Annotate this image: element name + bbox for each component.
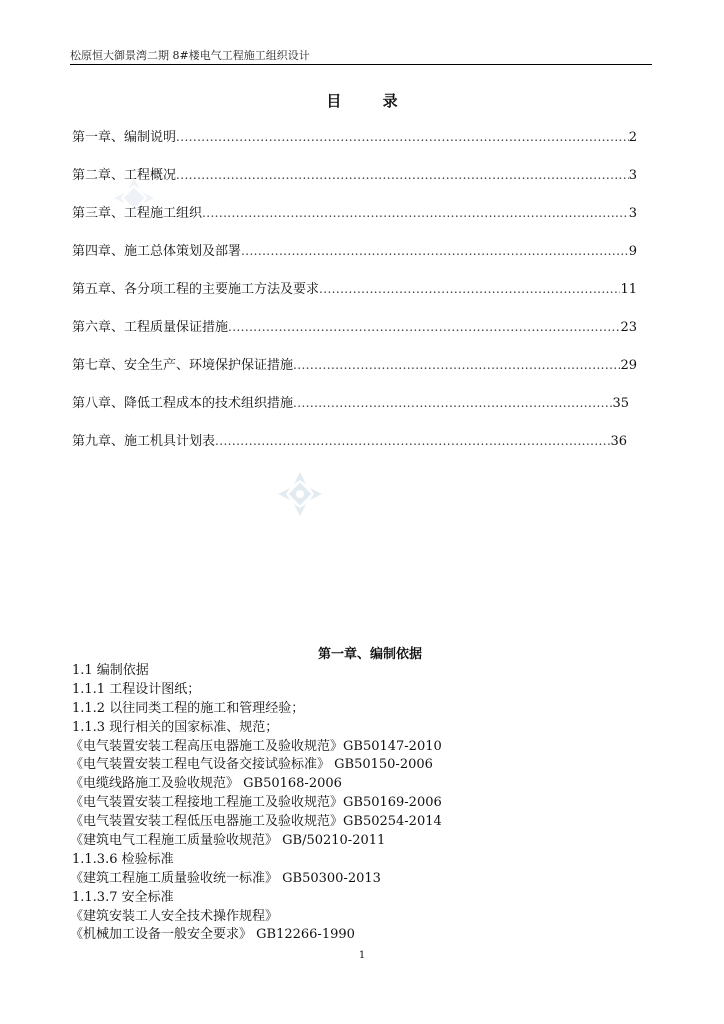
toc-entry-label: 第五章、各分项工程的主要施工方法及要求 [72, 282, 320, 297]
toc-leader-dots [176, 127, 629, 147]
toc-entry[interactable] [72, 355, 637, 393]
chapter-body [72, 662, 642, 945]
running-header: 松原恒大御景湾二期 8#楼电气工程施工组织设计 [70, 49, 310, 62]
toc-entry[interactable] [72, 317, 637, 355]
toc-entry[interactable] [72, 241, 637, 279]
toc-entry-page: 11 [620, 282, 637, 297]
table-of-contents [72, 127, 637, 469]
body-line: 《电气装置安装工程高压电器施工及验收规范》GB50147-2010 [70, 738, 442, 754]
toc-entry-label: 第九章、施工机具计划表 [72, 434, 216, 449]
toc-entry-page: 23 [620, 320, 637, 335]
toc-entry-label: 第七章、安全生产、环境保护保证措施 [72, 358, 294, 373]
toc-entry-page: 29 [620, 358, 637, 373]
toc-entry-label: 第六章、工程质量保证措施 [72, 320, 229, 335]
body-line: 《电气装置安装工程低压电器施工及验收规范》GB50254-2014 [70, 814, 442, 830]
toc-leader-dots [293, 355, 620, 375]
toc-entry-label: 第二章、工程概况 [72, 168, 177, 183]
logo-watermark-icon [276, 470, 324, 518]
toc-title: 目 录 [326, 92, 416, 110]
toc-entry[interactable] [72, 165, 637, 203]
toc-entry-page: 36 [610, 434, 627, 449]
page-number: 1 [358, 950, 366, 961]
body-line: 1.1.2 以往同类工程的施工和管理经验； [72, 700, 305, 716]
toc-entry[interactable] [72, 431, 637, 469]
body-line: 《建筑安装工人安全技术操作规程》 [70, 908, 279, 924]
body-line: 《机械加工设备一般安全要求》 GB12266-1990 [70, 927, 355, 943]
body-line: 《建筑电气工程施工质量验收规范》 GB/50210-2011 [70, 833, 386, 849]
body-line: 《电气装置安装工程接地工程施工及验收规范》GB50169-2006 [70, 795, 442, 811]
body-line: 1.1 编制依据 [72, 663, 149, 678]
body-line: 1.1.1 工程设计图纸； [72, 681, 201, 697]
toc-leader-dots [319, 279, 620, 299]
toc-entry-page: 3 [628, 206, 637, 221]
body-line: 《电缆线路施工及验收规范》 GB50168-2006 [70, 776, 342, 792]
body-line: 《电气装置安装工程电气设备交接试验标准》 GB50150-2006 [70, 757, 433, 773]
toc-leader-dots [228, 317, 620, 337]
toc-leader-dots [293, 393, 612, 413]
logo-watermark-icon [112, 176, 156, 220]
toc-leader-dots [241, 241, 629, 261]
toc-leader-dots [215, 431, 610, 451]
toc-entry[interactable] [72, 127, 637, 165]
toc-leader-dots [176, 165, 629, 185]
body-line: 1.1.3 现行相关的国家标准、规范； [72, 719, 279, 735]
toc-entry-page: 9 [628, 244, 637, 259]
toc-entry-label: 第八章、降低工程成本的技术组织措施 [72, 396, 294, 411]
toc-entry-label: 第三章、工程施工组织 [72, 206, 203, 221]
toc-entry-page: 35 [612, 396, 629, 411]
toc-entry-label: 第一章、编制说明 [72, 130, 177, 145]
header-rule [70, 64, 652, 65]
toc-leader-dots [202, 203, 629, 223]
body-line: 1.1.3.7 安全标准 [72, 889, 174, 905]
toc-entry-page: 3 [628, 168, 637, 183]
toc-entry-page: 2 [628, 130, 637, 145]
body-line: 1.1.3.6 检验标准 [72, 851, 174, 867]
toc-entry-label: 第四章、施工总体策划及部署 [72, 244, 242, 259]
chapter-title: 第一章、编制依据 [317, 647, 422, 662]
toc-entry[interactable] [72, 279, 637, 317]
toc-entry[interactable] [72, 203, 637, 241]
body-line: 《建筑工程施工质量验收统一标准》 GB50300-2013 [70, 870, 381, 886]
toc-entry[interactable] [72, 393, 637, 431]
